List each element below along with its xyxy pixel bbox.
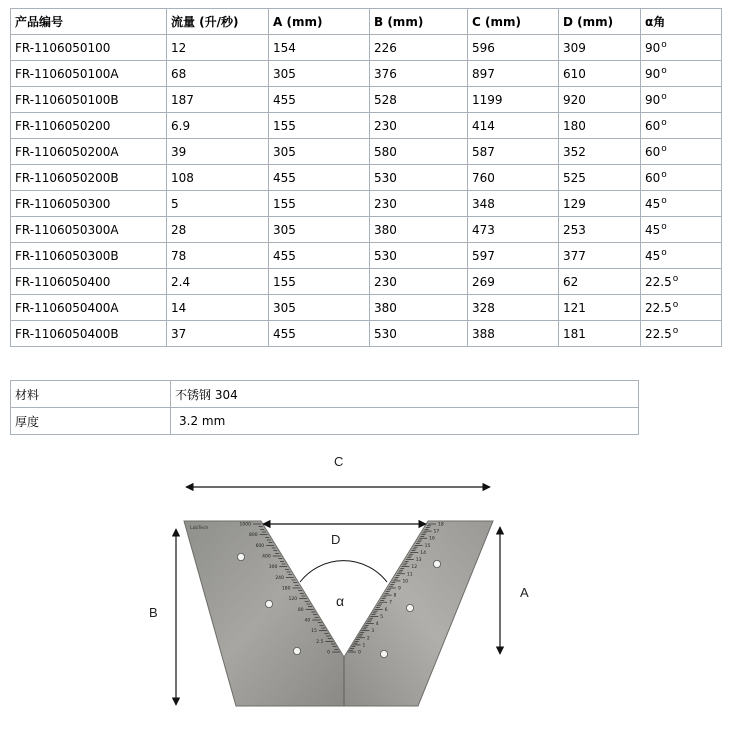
scale-label: 7 [389,600,392,606]
table-row [11,165,722,191]
header-product-code: 产品编号 [11,9,167,35]
alpha-value: 22.5 [645,301,672,315]
alpha-value: 45 [645,223,661,237]
degree-sign: o [661,170,667,180]
table-row [11,113,722,139]
scale-label: 10 [402,579,409,585]
b-cell: 528 [370,87,468,113]
scale-label: 2 [366,636,370,642]
d-cell: 121 [559,295,641,321]
a-cell: 154 [269,35,370,61]
product-code-cell: FR-1106050200 [11,113,167,139]
b-cell: 380 [370,295,468,321]
alpha-label: α [336,593,345,609]
scale-label: 180 [281,586,291,592]
product-code-cell: FR-1106050300 [11,191,167,217]
alpha-value: 60 [645,171,661,185]
scale-label: 240 [275,575,284,581]
b-cell: 530 [370,165,468,191]
product-code-cell: FR-1106050300B [11,243,167,269]
thickness-row [11,408,639,435]
table-row [11,217,722,243]
c-cell: 348 [468,191,559,217]
d-cell: 253 [559,217,641,243]
flow-cell: 5 [167,191,269,217]
scale-label: 13 [415,558,422,564]
b-cell: 230 [370,191,468,217]
degree-sign: o [661,248,667,258]
c-cell: 414 [468,113,559,139]
scale-label: 8 [393,593,397,599]
plate-right-half [344,521,493,706]
c-cell: 388 [468,321,559,347]
table-row [11,35,722,61]
product-code-cell: FR-1106050100B [11,87,167,113]
scale-label: 4 [375,622,379,628]
alpha-cell [641,321,722,347]
scale-label: 1 [362,643,366,649]
material-table [10,380,639,435]
alpha-cell [641,35,722,61]
table-row [11,139,722,165]
flow-cell: 6.9 [167,113,269,139]
degree-sign: o [672,300,679,310]
scale-label: 14 [420,550,426,556]
degree-sign: o [661,118,667,128]
product-code-cell: FR-1106050400B [11,321,167,347]
product-code-cell: FR-1106050400 [11,269,167,295]
mounting-hole [433,560,440,567]
d-cell: 181 [559,321,641,347]
b-cell: 230 [370,269,468,295]
c-cell: 1199 [468,87,559,113]
scale-label: 3 [371,629,375,635]
scale-label: 15 [424,543,431,549]
scale-label: 800 [248,533,258,539]
mounting-hole [293,647,300,654]
alpha-cell [641,217,722,243]
product-code-cell: FR-1106050300A [11,217,167,243]
degree-sign: o [661,222,667,232]
alpha-cell [641,61,722,87]
b-cell: 376 [370,61,468,87]
table-row [11,87,722,113]
scale-label: 2.5 [316,639,324,645]
a-cell: 455 [269,165,370,191]
scale-label: 15 [311,629,317,635]
d-cell: 129 [559,191,641,217]
scale-label: 400 [262,554,271,560]
scale-label: 300 [268,565,278,571]
table-row [11,269,722,295]
table-row [11,321,722,347]
mounting-hole [380,650,387,657]
table-header-row [11,9,722,35]
alpha-value: 22.5 [645,327,672,341]
mounting-hole [406,604,413,611]
a-cell: 455 [269,243,370,269]
header-b: B (mm) [370,9,468,35]
alpha-cell [641,243,722,269]
scale-label: 80 [297,607,304,613]
alpha-cell [641,269,722,295]
v-notch-diagram [0,440,734,732]
scale-label: 18 [438,522,444,528]
d-cell: 610 [559,61,641,87]
c-cell: 269 [468,269,559,295]
alpha-value: 45 [645,197,661,211]
header-d: D (mm) [559,9,641,35]
d-cell: 62 [559,269,641,295]
a-cell: 155 [269,191,370,217]
scale-label: 600 [255,543,265,549]
d-cell: 352 [559,139,641,165]
c-cell: 328 [468,295,559,321]
b-cell: 226 [370,35,468,61]
scale-label: 120 [288,597,298,603]
c-cell: 897 [468,61,559,87]
flow-cell: 14 [167,295,269,321]
scale-label: 5 [380,614,384,620]
c-cell: 597 [468,243,559,269]
a-cell: 155 [269,113,370,139]
flow-cell: 187 [167,87,269,113]
alpha-cell [641,295,722,321]
flow-cell: 108 [167,165,269,191]
d-cell: 309 [559,35,641,61]
thickness-value: 3.2 mm [171,408,639,435]
header-c: C (mm) [468,9,559,35]
alpha-cell [641,113,722,139]
material-row [11,381,639,408]
d-cell: 920 [559,87,641,113]
dimension-a-label: A [520,585,529,600]
alpha-value: 90 [645,67,661,81]
c-cell: 760 [468,165,559,191]
flow-cell: 68 [167,61,269,87]
alpha-value: 90 [645,41,661,55]
degree-sign: o [672,326,679,336]
b-cell: 530 [370,321,468,347]
header-a: A (mm) [269,9,370,35]
header-alpha: α角 [641,9,722,35]
flow-cell: 12 [167,35,269,61]
scale-label: 17 [433,529,440,535]
product-code-cell: FR-1106050200A [11,139,167,165]
scale-label: 0 [327,650,330,656]
scale-label: 6 [384,607,388,613]
b-cell: 380 [370,217,468,243]
product-code-cell: FR-1106050200B [11,165,167,191]
table-row [11,61,722,87]
v-notch-drawing [0,440,734,732]
thickness-label: 厚度 [11,408,171,435]
spec-table [10,8,722,347]
alpha-cell [641,191,722,217]
table-row [11,191,722,217]
a-cell: 305 [269,217,370,243]
product-code-cell: FR-1106050100A [11,61,167,87]
material-label: 材料 [11,381,171,408]
dimension-b-label: B [149,605,158,620]
alpha-arc [300,561,387,582]
d-cell: 180 [559,113,641,139]
a-cell: 455 [269,321,370,347]
product-code-cell: FR-1106050400A [11,295,167,321]
flow-cell: 37 [167,321,269,347]
alpha-cell [641,165,722,191]
alpha-value: 90 [645,93,661,107]
alpha-cell [641,139,722,165]
dimension-d-label: D [331,532,341,547]
scale-label: 16 [429,536,435,542]
a-cell: 155 [269,269,370,295]
alpha-value: 60 [645,145,661,159]
degree-sign: o [672,274,679,284]
c-cell: 596 [468,35,559,61]
scale-label: 0 [358,650,361,656]
material-value: 不锈钢 304 [171,381,639,408]
b-cell: 230 [370,113,468,139]
table-row [11,295,722,321]
b-cell: 530 [370,243,468,269]
a-cell: 305 [269,139,370,165]
a-cell: 305 [269,61,370,87]
plate-brand: LabTech [190,526,209,531]
flow-cell: 28 [167,217,269,243]
flow-cell: 39 [167,139,269,165]
scale-label: 12 [411,565,418,571]
scale-label: 11 [406,572,413,578]
degree-sign: o [661,40,667,50]
alpha-value: 22.5 [645,275,672,289]
c-cell: 473 [468,217,559,243]
dimension-c-label: C [334,454,344,469]
degree-sign: o [661,66,667,76]
product-code-cell: FR-1106050100 [11,35,167,61]
d-cell: 377 [559,243,641,269]
a-cell: 455 [269,87,370,113]
scale-label: 1000 [239,522,251,528]
d-cell: 525 [559,165,641,191]
mounting-hole [237,553,244,560]
alpha-cell [641,87,722,113]
header-flow: 流量 (升/秒) [167,9,269,35]
c-cell: 587 [468,139,559,165]
mounting-hole [265,600,272,607]
degree-sign: o [661,144,667,154]
alpha-value: 60 [645,119,661,133]
degree-sign: o [661,196,667,206]
flow-cell: 78 [167,243,269,269]
degree-sign: o [661,92,667,102]
flow-cell: 2.4 [167,269,269,295]
b-cell: 580 [370,139,468,165]
scale-label: 9 [398,586,401,592]
a-cell: 305 [269,295,370,321]
scale-label: 40 [304,618,311,624]
table-row [11,243,722,269]
alpha-value: 45 [645,249,661,263]
